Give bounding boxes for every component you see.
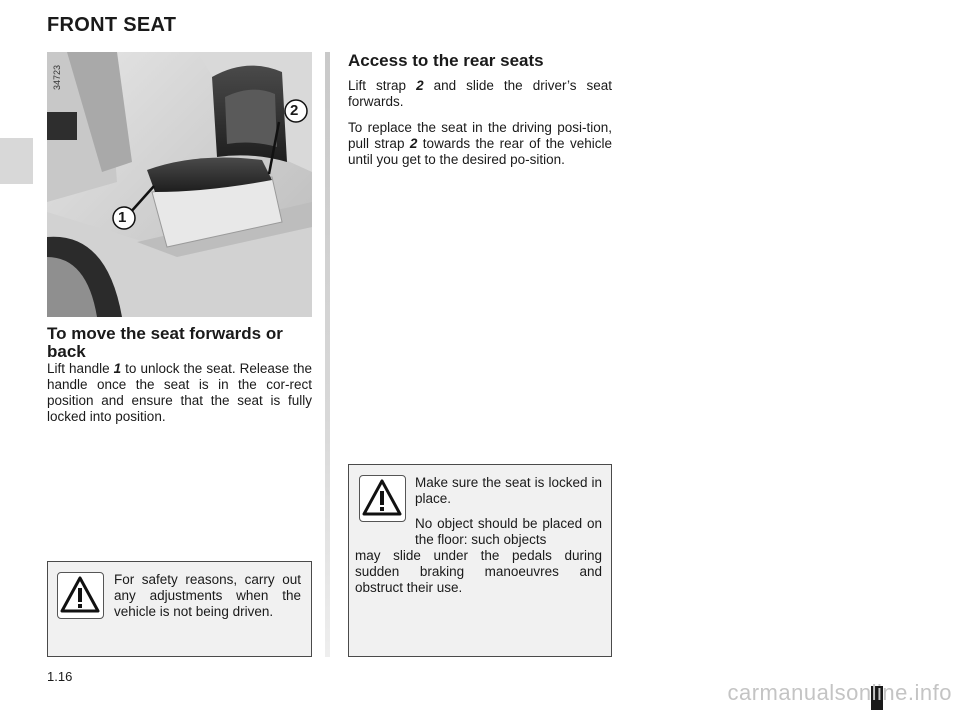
warning-triangle-icon — [359, 475, 406, 522]
callout-1-label: 1 — [118, 209, 127, 226]
rear-access-section — [348, 52, 612, 168]
seat-lock-warning-para-2b: may slide under the pedals during sudden braking manoeuvres and obstruct their use. — [355, 548, 602, 595]
ref-handle-1: 1 — [113, 361, 122, 376]
seat-lock-warning-para-2a: No object should be placed on the floor: such objects — [415, 516, 602, 547]
watermark: carmanualsonline.info — [727, 680, 952, 705]
move-seat-body: Lift handle 1 to unlock the seat. Release the handle once the seat is in the cor-rect position and ensure that the seat is fully locked into position. — [47, 361, 312, 424]
ref-strap-2: 2 — [416, 78, 424, 93]
rear-access-heading: Access to the rear seats — [348, 51, 544, 70]
callout-2-label: 2 — [290, 102, 299, 119]
rear-access-para-1: Lift strap 2 and slide the driver’s seat forwards. — [348, 78, 612, 109]
warning-triangle-icon — [57, 572, 104, 619]
seat-illustration — [47, 52, 312, 317]
page-title: FRONT SEAT — [47, 14, 177, 36]
ref-strap-2b: 2 — [409, 136, 418, 151]
seat-lock-warning-para-1: Make sure the seat is locked in place. — [415, 475, 602, 506]
section-tab — [0, 138, 33, 184]
safety-warning-text: For safety reasons, carry out any adjustments when the vehicle is not being driven. — [114, 572, 301, 619]
page-number: 1.16 — [47, 669, 73, 684]
seat-lock-warning-box — [348, 464, 612, 657]
figure-reference-code: 34723 — [52, 64, 62, 90]
column-divider — [325, 52, 330, 657]
rear-access-para-2: To replace the seat in the driving posi-tion, pull strap 2 towards the rear of the vehicle until you get to the desired po-sition. — [348, 120, 612, 167]
seat-illustration-drawing — [47, 52, 312, 317]
safety-warning-box — [47, 561, 312, 657]
move-seat-heading: To move the seat forwards or back — [47, 324, 283, 361]
move-seat-section — [47, 325, 312, 425]
